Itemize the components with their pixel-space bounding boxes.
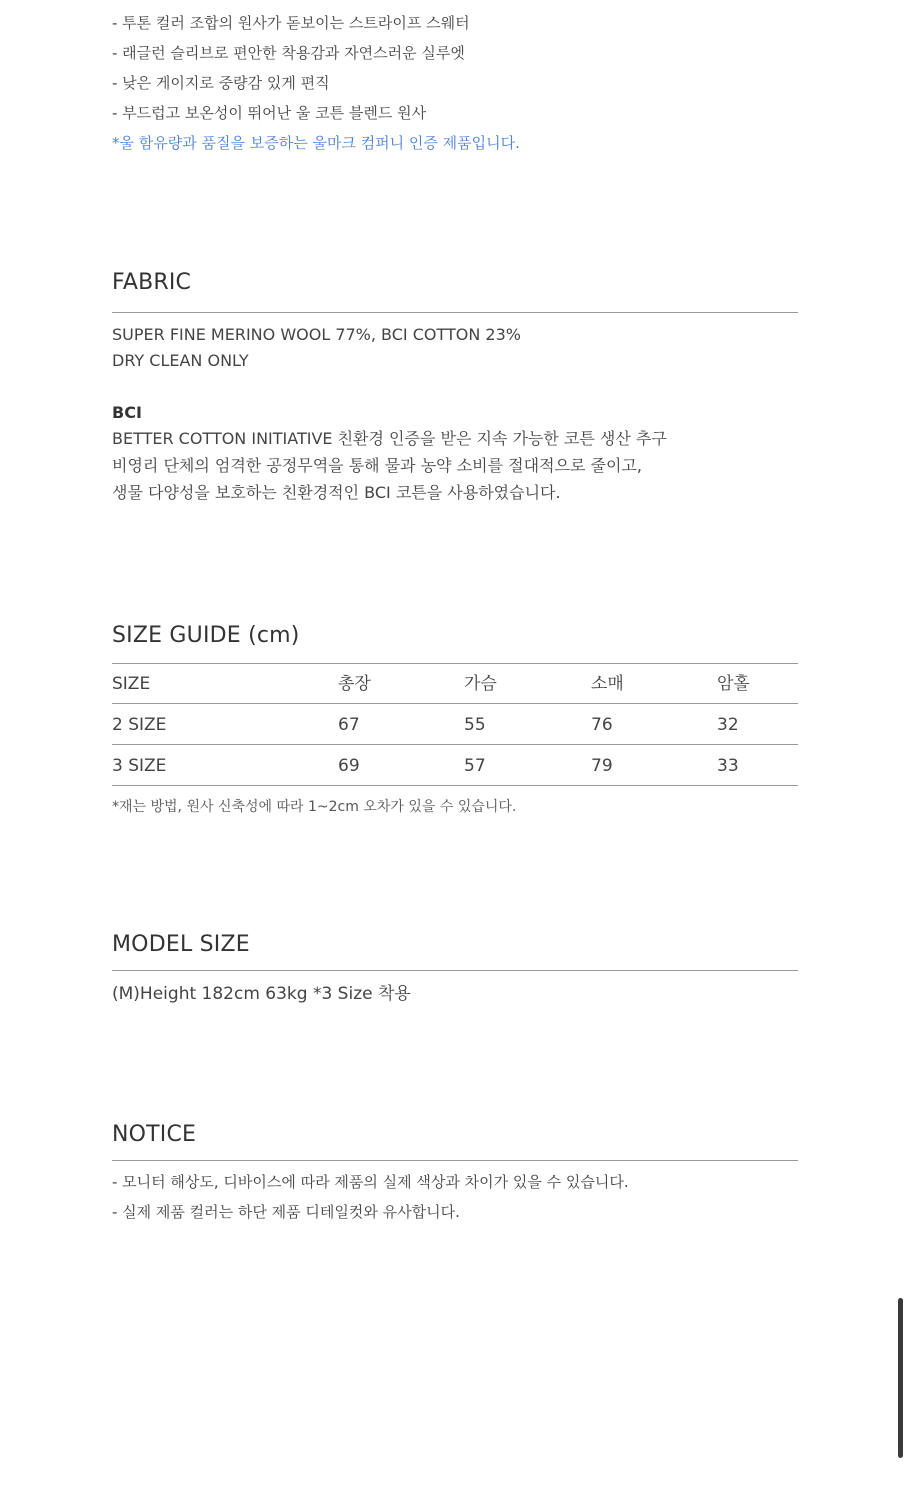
size-table-header: SIZE [112,674,151,694]
table-cell: 69 [338,756,360,776]
notice-divider [112,1160,798,1161]
table-cell: 79 [591,756,613,776]
size-guide-title: SIZE GUIDE (cm) [112,623,300,648]
table-row [112,745,798,786]
size-table-header: 가슴 [464,674,497,694]
table-cell: 2 SIZE [112,715,167,735]
bci-description-line: 비영리 단체의 엄격한 공정무역을 통해 물과 농약 소비를 절대적으로 줄이고, [112,456,642,475]
bci-description-line: BETTER COTTON INITIATIVE 친환경 인증을 받은 지속 가능한 코튼 생산 추구 [112,429,667,448]
notice-line: - 모니터 해상도, 디바이스에 따라 제품의 실제 색상과 차이가 있을 수 있습니다. [112,1173,629,1191]
table-cell: 55 [464,715,486,735]
woolmark-note: *울 함유량과 품질을 보증하는 울마크 컴퍼니 인증 제품입니다. [112,134,520,152]
size-table-header: 소매 [591,674,624,694]
bci-description-line: 생물 다양성을 보호하는 친환경적인 BCI 코튼을 사용하였습니다. [112,483,561,502]
intro-bullet: - 투톤 컬러 조합의 원사가 돋보이는 스트라이프 스웨터 [112,14,470,32]
notice-title: NOTICE [112,1122,197,1147]
model-size-text: (M)Height 182cm 63kg *3 Size 착용 [112,984,411,1004]
size-table [112,663,798,786]
vertical-scrollbar[interactable] [898,1298,903,1458]
table-cell: 32 [717,715,739,735]
fabric-care: DRY CLEAN ONLY [112,351,249,370]
model-size-title: MODEL SIZE [112,932,250,957]
model-size-divider [112,970,798,971]
table-cell: 33 [717,756,739,776]
size-measure-note: *재는 방법, 원사 신축성에 따라 1~2cm 오차가 있을 수 있습니다. [112,799,517,815]
intro-bullet: - 래글런 슬리브로 편안한 착용감과 자연스러운 실루엣 [112,44,465,62]
notice-line: - 실제 제품 컬러는 하단 제품 디테일컷와 유사합니다. [112,1203,460,1221]
size-table-header: 총장 [338,674,371,694]
size-table-header-row [112,663,798,704]
bci-heading: BCI [112,403,142,422]
intro-bullet: - 부드럽고 보온성이 뛰어난 울 코튼 블렌드 원사 [112,104,427,122]
table-row [112,704,798,745]
intro-bullet-list [112,8,798,158]
fabric-divider [112,312,798,313]
table-cell: 67 [338,715,360,735]
intro-bullet: - 낮은 게이지로 중량감 있게 편직 [112,74,330,92]
size-table-header: 암홀 [717,674,750,694]
fabric-section-title: FABRIC [112,270,192,295]
fabric-composition: SUPER FINE MERINO WOOL 77%, BCI COTTON 23% [112,325,521,344]
table-cell: 76 [591,715,613,735]
table-cell: 57 [464,756,486,776]
table-cell: 3 SIZE [112,756,167,776]
